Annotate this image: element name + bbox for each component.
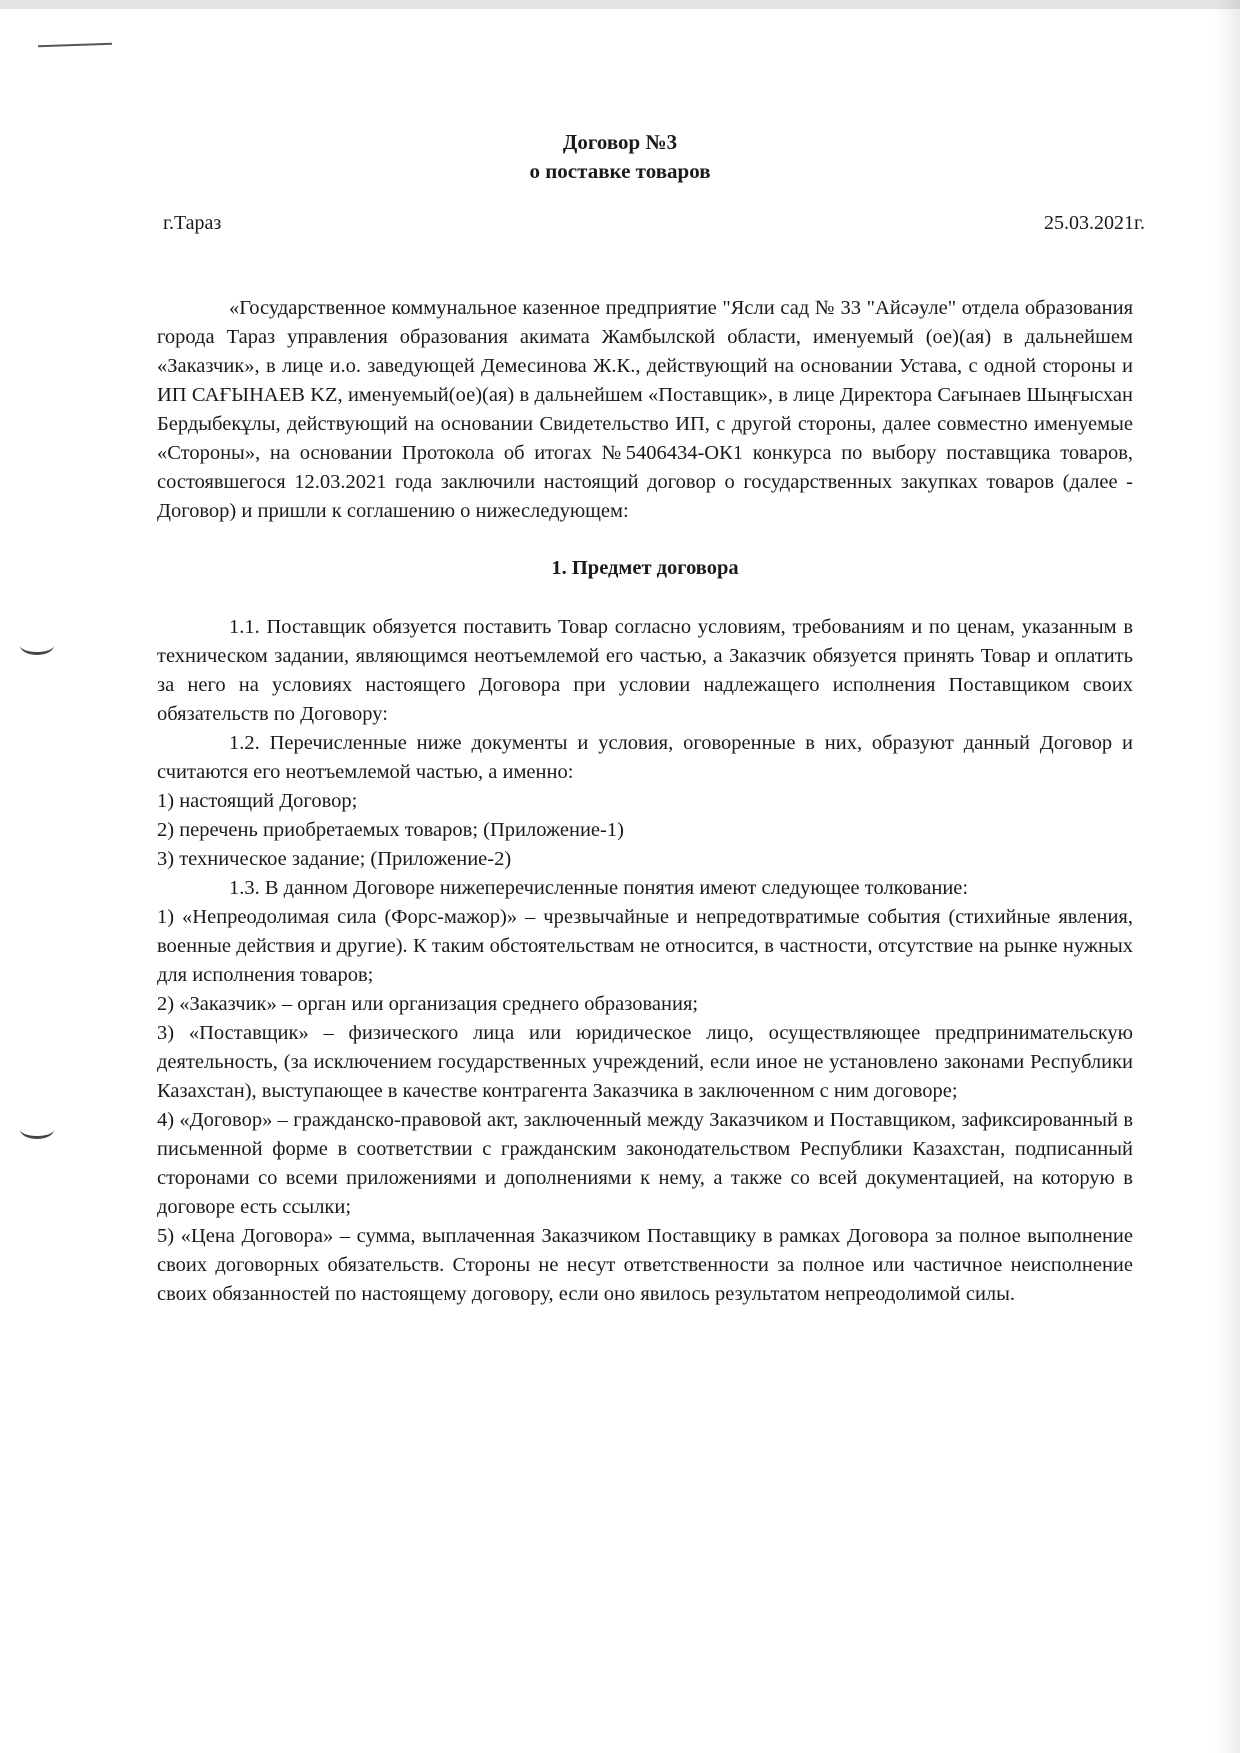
punch-hole-mark [20, 636, 54, 655]
document-body [157, 294, 1133, 1309]
pen-mark [38, 43, 112, 48]
definition-item: 1) «Непреодолимая сила (Форс-мажор)» – чрезвычайные и непредотвратимые события (стихийные явления, военные действия и другие). К таким обстоятельствам не относится, в частности, отсутствие на рынке нужных для исполнения товаров; [157, 906, 1133, 986]
list-item: 3) техническое задание; (Приложение-2) [157, 848, 512, 870]
punch-hole-mark [20, 1120, 54, 1139]
document-title [0, 128, 1240, 186]
title-line-2: о поставке товаров [529, 159, 711, 183]
definition-item: 3) «Поставщик» – физического лица или юридическое лицо, осуществляющее предпринимательскую деятельность, (за исключением государственных учреждений, если иное не установлено законами Республики Казахстан), выступающее в качестве контрагента Заказчика в заключенном с ним договоре; [157, 1022, 1133, 1102]
title-line-1: Договор №3 [562, 130, 678, 154]
city-label: г.Тараз [163, 212, 222, 234]
clause-1-3: 1.3. В данном Договоре нижеперечисленные понятия имеют следующее толкование: [229, 877, 969, 899]
clause-1-1: 1.1. Поставщик обязуется поставить Товар согласно условиям, требованиям и по ценам, указанным в техническом задании, являющимся неотъемлемой его частью, а Заказчик обязуется принять Товар и оплатить за него на условиях настоящего Договора при условии надлежащего исполнения Поставщиком своих обязательств по Договору: [157, 616, 1133, 725]
clause-1-2: 1.2. Перечисленные ниже документы и условия, оговоренные в них, образуют данный Договор и считаются его неотъемлемой частью, а именно: [157, 732, 1133, 783]
definition-item: 2) «Заказчик» – орган или организация среднего образования; [157, 993, 699, 1015]
date-label: 25.03.2021г. [1044, 212, 1145, 234]
definition-item: 4) «Договор» – гражданско-правовой акт, заключенный между Заказчиком и Поставщиком, зафиксированный в письменной форме в соответствии с гражданским законодательством Республики Казахстан, подписанный сторонами со всеми приложениями и дополнениями к нему, а также со всей документацией, на которую в договоре есть ссылки; [157, 1109, 1133, 1218]
definition-item: 5) «Цена Договора» – сумма, выплаченная Заказчиком Поставщику в рамках Договора за полное выполнение своих договорных обязательств. Стороны не несут ответственности за полное или частичное неисполнение своих обязанностей по настоящему договору, если оно явилось результатом непреодолимой силы. [157, 1225, 1133, 1305]
list-item: 1) настоящий Договор; [157, 790, 358, 812]
scan-top-edge [0, 0, 1240, 9]
scan-right-edge [1212, 0, 1240, 1753]
list-item: 2) перечень приобретаемых товаров; (Приложение-1) [157, 819, 624, 841]
section-heading: 1. Предмет договора [551, 557, 739, 579]
intro-paragraph: «Государственное коммунальное казенное предприятие "Ясли сад № 33 "Айсәуле" отдела образования города Тараз управления образования акимата Жамбылской области, именуемый (ое)(ая) в дальнейшем «Заказчик», в лице и.о. заведующей Демесинова Ж.К., действующий на основании Устава, с одной стороны и ИП САҒЫНАЕВ KZ, именуемый(ое)(ая) в дальнейшем «Поставщик», в лице Директора Сағынаев Шыңғысхан Бердыбекұлы, действующий на основании Свидетельство ИП, с другой стороны, далее совместно именуемые «Стороны», на основании Протокола об итогах №5406434-ОК1 конкурса по выбору поставщика товаров, состоявшегося 12.03.2021 года заключили настоящий договор о государственных закупках товаров (далее - Договор) и пришли к соглашению о нижеследующем: [157, 297, 1133, 522]
